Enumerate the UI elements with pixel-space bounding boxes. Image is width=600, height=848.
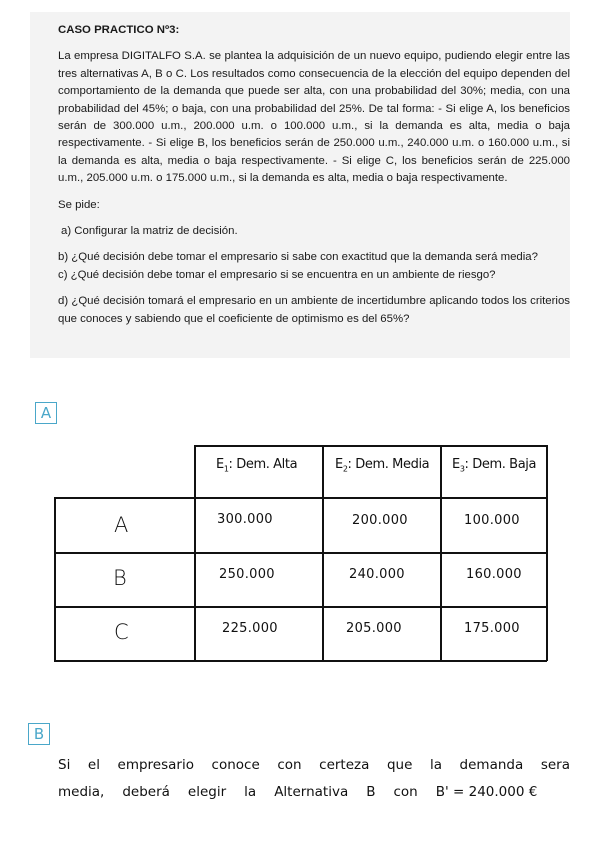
cell-a-media: 200.000 (352, 513, 408, 528)
answer-word: B (366, 784, 376, 800)
matrix-line-v4 (546, 445, 548, 661)
matrix-line-v0 (54, 497, 56, 661)
cell-b-baja: 160.000 (466, 567, 522, 582)
matrix-line-v2 (322, 445, 324, 661)
cell-c-media: 205.000 (346, 621, 402, 636)
answer-word: con (277, 757, 302, 773)
cell-b-alta: 250.000 (219, 567, 275, 582)
matrix-line-h2 (54, 552, 547, 554)
se-pide: Se pide: (58, 198, 100, 211)
question-d: d) ¿Qué decisión tomará el empresario en un ambiente de incertidumbre aplicando todos los criterios que conoces y sabiendo que el coeficiente de optimismo es del 65%? (58, 295, 570, 325)
answer-line-1 (58, 752, 570, 779)
cell-c-baja: 175.000 (464, 621, 520, 636)
answer-word: con (393, 784, 418, 800)
cell-a-baja: 100.000 (464, 513, 520, 528)
answer-word: B' = 240.000 € (435, 784, 538, 800)
answer-word: media, (58, 784, 105, 800)
answer-word: empresario (117, 757, 194, 773)
answer-word: sera (540, 757, 570, 773)
row-label-c: C (114, 620, 129, 644)
case-body: La empresa DIGITALFO S.A. se plantea la adquisición de un nuevo equipo, pudiendo elegir entre las tres alternativas A, B o C. Los resultados como consecuencia de la elección del equipo dependen del comportamiento de la demanda que puede ser alta, con una probabilidad del 30%; media, con una probabilidad del 45%; o baja, con una probabilidad del 25%. De tal forma: - Si elige A, los beneficios serán de 300.000 u.m., 200.000 u.m. o 100.000 u.m., si la demanda es alta, media o baja respectivamente. - Si elige B, los beneficios serán de 250.000 u.m., 240.000 u.m. o 160.000 u.m., si la demanda es alta, media o baja respectivamente. - Si elige C, los beneficios serán de 225.000 u.m., 205.000 u.m. o 175.000 u.m., si la demanda es alta, media o baja respectivamente. (58, 50, 570, 185)
question-c: c) ¿Qué decisión debe tomar el empresario si se encuentra en un ambiente de riesgo? (58, 268, 496, 281)
answer-word: la (429, 757, 442, 773)
answer-word: que (386, 757, 413, 773)
header-e1: $E_1$: Dem. Alta (216, 457, 298, 474)
cell-c-alta: 225.000 (222, 621, 278, 636)
answer-word: conoce (211, 757, 260, 773)
row-label-b: B (113, 566, 127, 590)
question-a: a) Configurar la matriz de decisión. (61, 225, 238, 238)
answer-word: certeza (319, 757, 370, 773)
cell-b-media: 240.000 (349, 567, 405, 582)
matrix-line-v3 (440, 445, 442, 661)
answer-word: elegir (187, 784, 227, 800)
section-b-answer (58, 752, 570, 806)
matrix-line-v1 (194, 445, 196, 661)
answer-word: demanda (459, 757, 524, 773)
matrix-line-h1 (54, 497, 547, 499)
answer-word: deberá (122, 784, 170, 800)
section-b-label: B (28, 723, 50, 745)
case-statement (58, 22, 570, 328)
answer-word: Alternativa (274, 784, 349, 800)
answer-word: Si (58, 757, 71, 773)
header-e2: $E_2$: Dem. Media (335, 457, 430, 474)
matrix-line-bottom (54, 660, 547, 662)
matrix-line-h3 (54, 606, 547, 608)
answer-word: el (87, 757, 100, 773)
section-a-label: A (35, 402, 57, 424)
row-label-a: A (114, 513, 129, 537)
cell-a-alta: 300.000 (217, 512, 273, 527)
question-b: b) ¿Qué decisión debe tomar el empresario si sabe con exactitud que la demanda será media? (58, 251, 538, 264)
answer-word: la (244, 784, 257, 800)
matrix-line-top (194, 445, 547, 447)
case-title: CASO PRACTICO Nº3: (58, 24, 180, 36)
answer-line-2 (58, 779, 570, 806)
case-statement-box (30, 12, 570, 358)
header-e3: $E_3$: Dem. Baja (452, 457, 537, 474)
